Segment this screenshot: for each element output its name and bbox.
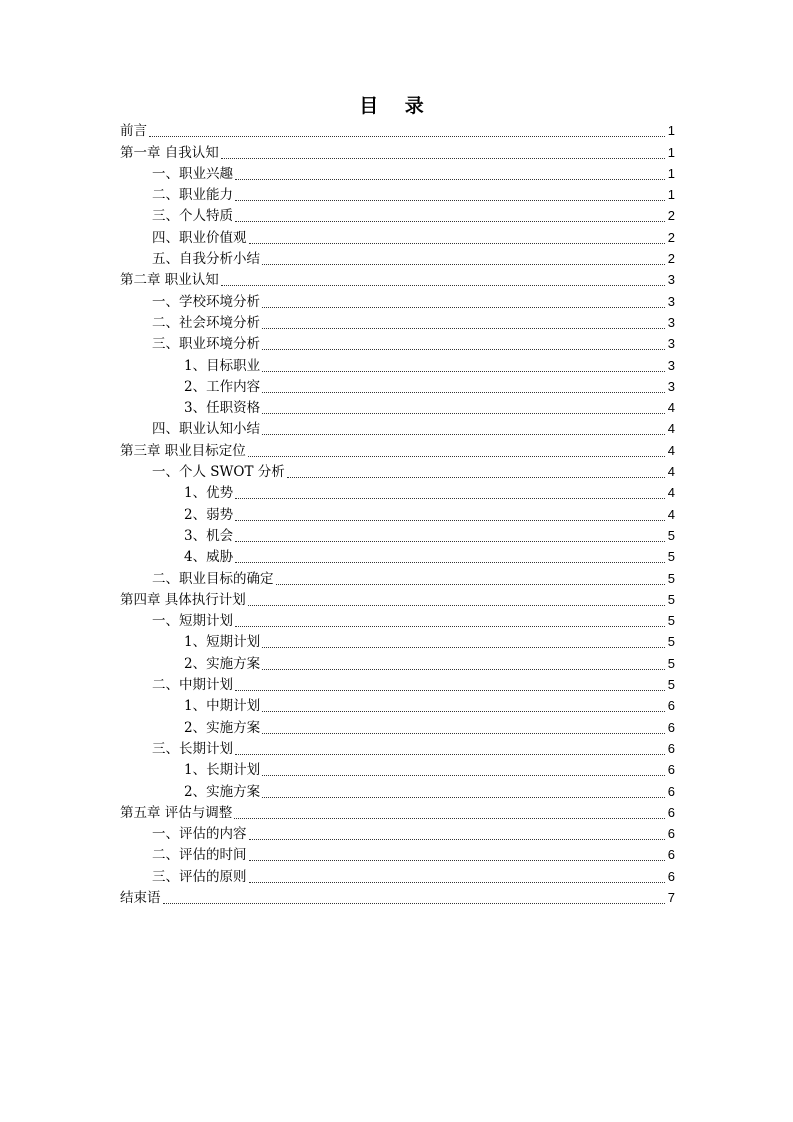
toc-entry-page-number: 5 (667, 677, 675, 693)
toc-entry-label: 第三章 职业目标定位 (120, 442, 246, 459)
toc-entry[interactable] (120, 759, 675, 780)
dot-leader (235, 221, 665, 222)
toc-entry-label: 一、学校环境分析 (152, 293, 260, 310)
dot-leader (262, 434, 665, 435)
toc-entry-label: 一、职业兴趣 (152, 165, 233, 182)
toc-entry-page-number: 3 (667, 314, 675, 330)
toc-entry[interactable] (120, 269, 675, 290)
toc-entry-label: 1、长期计划 (184, 762, 261, 779)
toc-entry-label: 1、中期计划 (184, 698, 261, 715)
dot-leader (262, 797, 665, 798)
toc-entry[interactable] (120, 865, 675, 886)
toc-entry-page-number: 6 (667, 826, 675, 842)
toc-entry[interactable] (120, 716, 675, 737)
toc-entry[interactable] (120, 546, 675, 567)
toc-entry-page-number: 4 (667, 400, 675, 416)
toc-entry[interactable] (120, 226, 675, 247)
toc-entry-page-number: 6 (667, 783, 675, 799)
toc-entry[interactable] (120, 248, 675, 269)
toc-entry[interactable] (120, 184, 675, 205)
toc-entry-label: 2、工作内容 (184, 378, 261, 395)
dot-leader (235, 520, 665, 521)
dot-leader (262, 733, 665, 734)
dot-leader (262, 264, 665, 265)
toc-entry-page-number: 3 (667, 336, 675, 352)
toc-entry-label: 1、短期计划 (184, 634, 261, 651)
toc-entry-label: 第四章 具体执行计划 (120, 591, 246, 608)
dot-leader (235, 754, 665, 755)
toc-entry-page-number: 5 (667, 549, 675, 565)
toc-entry[interactable] (120, 823, 675, 844)
toc-entry[interactable] (120, 397, 675, 418)
toc-entry[interactable] (120, 610, 675, 631)
toc-entry-label: 2、实施方案 (184, 783, 261, 800)
toc-entry-page-number: 2 (667, 208, 675, 224)
toc-entry-page-number: 6 (667, 762, 675, 778)
dot-leader (235, 541, 665, 542)
dot-leader (262, 349, 665, 350)
toc-entry-label: 三、长期计划 (152, 740, 233, 757)
toc-entry-label: 二、职业目标的确定 (152, 570, 274, 587)
toc-entry-page-number: 3 (667, 293, 675, 309)
toc-entry-page-number: 5 (667, 655, 675, 671)
toc-entry-page-number: 1 (667, 144, 675, 160)
toc-entry-label: 二、评估的时间 (152, 847, 247, 864)
toc-entry-label: 一、短期计划 (152, 613, 233, 630)
toc-entry[interactable] (120, 567, 675, 588)
dot-leader (262, 647, 665, 648)
toc-entry[interactable] (120, 525, 675, 546)
toc-entry-label: 1、优势 (184, 485, 234, 502)
dot-leader (163, 903, 666, 904)
toc-entry[interactable] (120, 780, 675, 801)
dot-leader (262, 371, 665, 372)
toc-entry-page-number: 6 (667, 804, 675, 820)
toc-entry-page-number: 6 (667, 719, 675, 735)
toc-entry-page-number: 1 (667, 123, 675, 139)
toc-entry-page-number: 4 (667, 485, 675, 501)
dot-leader (235, 179, 665, 180)
toc-entry-label: 二、职业能力 (152, 187, 233, 204)
page-title: 目 录 (359, 95, 434, 117)
dot-leader (221, 158, 665, 159)
toc-entry-page-number: 6 (667, 698, 675, 714)
toc-entry[interactable] (120, 376, 675, 397)
toc-entry-page-number: 3 (667, 378, 675, 394)
dot-leader (249, 882, 666, 883)
toc-entry-label: 2、实施方案 (184, 719, 261, 736)
dot-leader (262, 711, 665, 712)
toc-entry-label: 3、任职资格 (184, 400, 261, 417)
dot-leader (235, 562, 665, 563)
toc-entry[interactable] (120, 354, 675, 375)
toc-entry-page-number: 3 (667, 357, 675, 373)
dot-leader (249, 860, 666, 861)
toc-entry-label: 二、中期计划 (152, 677, 233, 694)
toc-entry[interactable] (120, 589, 675, 610)
toc-entry-page-number: 4 (667, 506, 675, 522)
toc-entry-label: 第二章 职业认知 (120, 272, 219, 289)
toc-entry[interactable] (120, 482, 675, 503)
toc-entry-label: 三、职业环境分析 (152, 336, 260, 353)
dot-leader (262, 669, 665, 670)
toc-entry[interactable] (120, 674, 675, 695)
toc-entry[interactable] (120, 141, 675, 162)
dot-leader (287, 477, 665, 478)
dot-leader (248, 456, 665, 457)
dot-leader (262, 328, 665, 329)
toc-entry-page-number: 2 (667, 251, 675, 267)
toc-entry-page-number: 1 (667, 187, 675, 203)
toc-entry-page-number: 6 (667, 847, 675, 863)
table-of-contents (120, 120, 675, 908)
toc-entry-page-number: 1 (667, 165, 675, 181)
toc-entry[interactable] (120, 290, 675, 311)
toc-entry-page-number: 5 (667, 591, 675, 607)
toc-entry-page-number: 4 (667, 442, 675, 458)
toc-entry-label: 4、威胁 (184, 549, 234, 566)
toc-entry[interactable] (120, 652, 675, 673)
dot-leader (262, 775, 665, 776)
toc-entry[interactable] (120, 503, 675, 524)
toc-entry-label: 结束语 (120, 889, 161, 906)
toc-entry-label: 2、实施方案 (184, 655, 261, 672)
toc-entry-label: 一、评估的内容 (152, 826, 247, 843)
toc-entry[interactable] (120, 461, 675, 482)
toc-entry[interactable] (120, 205, 675, 226)
toc-entry[interactable] (120, 802, 675, 823)
toc-entry-page-number: 4 (667, 464, 675, 480)
toc-entry-page-number: 7 (667, 889, 675, 905)
toc-entry-label: 前言 (120, 123, 147, 140)
dot-leader (235, 498, 665, 499)
dot-leader (249, 839, 666, 840)
toc-entry-page-number: 5 (667, 634, 675, 650)
dot-leader (248, 605, 665, 606)
toc-entry-page-number: 5 (667, 613, 675, 629)
toc-entry-page-number: 6 (667, 868, 675, 884)
toc-entry-label: 第一章 自我认知 (120, 144, 219, 161)
dot-leader (149, 136, 665, 137)
toc-entry-page-number: 4 (667, 421, 675, 437)
toc-entry-label: 一、个人 SWOT 分析 (152, 464, 285, 481)
toc-entry-label: 3、机会 (184, 527, 234, 544)
toc-entry[interactable] (120, 439, 675, 460)
dot-leader (234, 818, 665, 819)
toc-entry-label: 1、目标职业 (184, 357, 261, 374)
toc-entry[interactable] (120, 312, 675, 333)
toc-entry[interactable] (120, 120, 675, 141)
toc-entry[interactable] (120, 333, 675, 354)
toc-entry-page-number: 6 (667, 740, 675, 756)
toc-entry[interactable] (120, 163, 675, 184)
dot-leader (262, 307, 665, 308)
toc-entry-page-number: 3 (667, 272, 675, 288)
toc-entry[interactable] (120, 738, 675, 759)
toc-entry-label: 三、个人特质 (152, 208, 233, 225)
dot-leader (276, 584, 666, 585)
toc-entry[interactable] (120, 631, 675, 652)
toc-entry[interactable] (120, 695, 675, 716)
dot-leader (235, 200, 665, 201)
toc-entry-label: 2、弱势 (184, 506, 234, 523)
toc-entry-label: 四、职业价值观 (152, 229, 247, 246)
toc-entry-page-number: 2 (667, 229, 675, 245)
toc-entry-page-number: 5 (667, 527, 675, 543)
toc-entry-label: 第五章 评估与调整 (120, 804, 233, 821)
toc-entry[interactable] (120, 418, 675, 439)
dot-leader (235, 690, 665, 691)
toc-entry-label: 三、评估的原则 (152, 868, 247, 885)
dot-leader (221, 285, 665, 286)
dot-leader (249, 243, 666, 244)
dot-leader (262, 392, 665, 393)
dot-leader (235, 626, 665, 627)
toc-entry-page-number: 5 (667, 570, 675, 586)
toc-entry-label: 二、社会环境分析 (152, 314, 260, 331)
dot-leader (262, 413, 665, 414)
toc-entry-label: 五、自我分析小结 (152, 251, 260, 268)
toc-entry[interactable] (120, 887, 675, 908)
toc-entry[interactable] (120, 844, 675, 865)
toc-entry-label: 四、职业认知小结 (152, 421, 260, 438)
